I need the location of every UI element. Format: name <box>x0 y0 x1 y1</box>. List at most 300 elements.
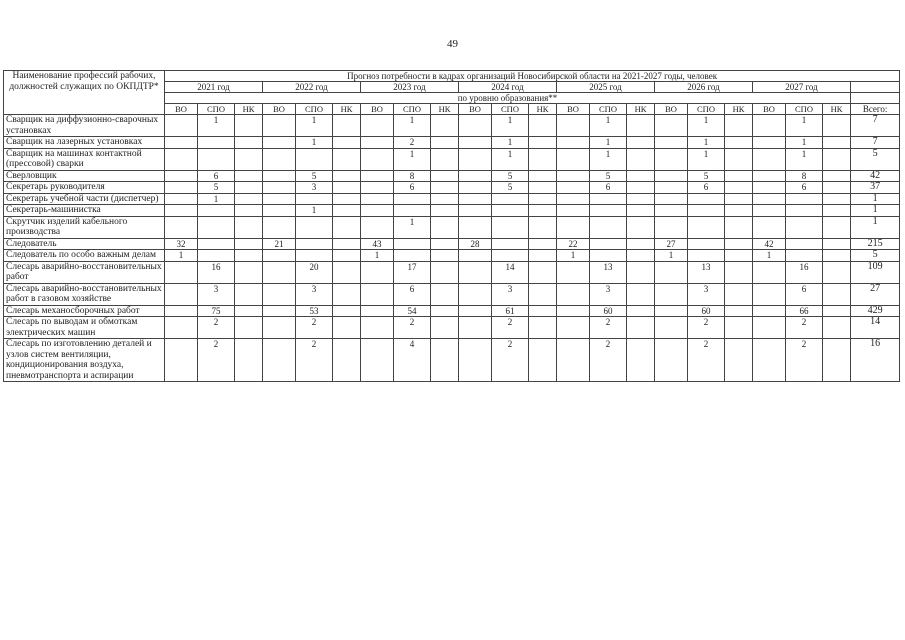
value-cell <box>529 250 557 262</box>
profession-name: Сверловщик <box>4 170 165 182</box>
value-cell <box>333 317 361 339</box>
value-cell: 6 <box>786 283 823 305</box>
value-cell <box>459 170 492 182</box>
education-level-subheader: НК <box>725 104 753 115</box>
profession-name: Секретарь-машинистка <box>4 205 165 217</box>
value-cell <box>296 250 333 262</box>
value-cell <box>753 205 786 217</box>
value-cell: 6 <box>590 182 627 194</box>
value-cell <box>557 170 590 182</box>
value-cell <box>431 137 459 149</box>
value-cell <box>431 115 459 137</box>
value-cell <box>296 148 333 170</box>
value-cell <box>655 193 688 205</box>
value-cell <box>459 148 492 170</box>
year-header: 2023 год <box>361 82 459 93</box>
total-cell: 109 <box>851 261 900 283</box>
value-cell <box>590 193 627 205</box>
value-cell <box>361 305 394 317</box>
value-cell <box>263 115 296 137</box>
value-cell <box>165 205 198 217</box>
value-cell <box>627 170 655 182</box>
value-cell <box>753 115 786 137</box>
total-cell: 16 <box>851 339 900 382</box>
value-cell <box>557 205 590 217</box>
value-cell <box>529 238 557 250</box>
value-cell: 1 <box>492 115 529 137</box>
value-cell <box>786 205 823 217</box>
profession-name: Сварщик на лазерных установках <box>4 137 165 149</box>
table-row <box>4 305 900 317</box>
value-cell <box>165 261 198 283</box>
value-cell <box>557 317 590 339</box>
value-cell <box>263 137 296 149</box>
value-cell <box>627 317 655 339</box>
value-cell: 13 <box>590 261 627 283</box>
page-number: 49 <box>447 38 458 50</box>
value-cell <box>557 148 590 170</box>
value-cell <box>235 182 263 194</box>
value-cell: 1 <box>557 250 590 262</box>
education-level-subheader: ВО <box>557 104 590 115</box>
profession-name: Следователь по особо важным делам <box>4 250 165 262</box>
education-level-subheader: СПО <box>786 104 823 115</box>
blank-header-cell <box>851 82 900 93</box>
value-cell <box>235 170 263 182</box>
total-cell: 215 <box>851 238 900 250</box>
value-cell <box>753 148 786 170</box>
value-cell <box>725 182 753 194</box>
value-cell: 1 <box>753 250 786 262</box>
education-level-subheader: СПО <box>590 104 627 115</box>
value-cell: 1 <box>688 115 725 137</box>
value-cell: 75 <box>198 305 235 317</box>
value-cell: 6 <box>394 283 431 305</box>
value-cell <box>235 283 263 305</box>
table-row <box>4 317 900 339</box>
value-cell: 43 <box>361 238 394 250</box>
value-cell <box>823 137 851 149</box>
value-cell: 60 <box>688 305 725 317</box>
value-cell <box>165 182 198 194</box>
total-cell: 1 <box>851 193 900 205</box>
value-cell <box>394 250 431 262</box>
value-cell <box>492 193 529 205</box>
table-row <box>4 250 900 262</box>
value-cell <box>361 182 394 194</box>
total-cell: 5 <box>851 148 900 170</box>
value-cell: 61 <box>492 305 529 317</box>
value-cell <box>165 115 198 137</box>
value-cell <box>333 238 361 250</box>
value-cell <box>361 205 394 217</box>
education-level-subheader: СПО <box>688 104 725 115</box>
value-cell <box>263 216 296 238</box>
total-cell: 37 <box>851 182 900 194</box>
value-cell: 5 <box>198 182 235 194</box>
value-cell <box>823 250 851 262</box>
value-cell <box>165 170 198 182</box>
value-cell <box>333 148 361 170</box>
value-cell <box>333 193 361 205</box>
value-cell <box>263 182 296 194</box>
value-cell <box>823 283 851 305</box>
value-cell <box>529 216 557 238</box>
value-cell: 5 <box>296 170 333 182</box>
total-cell: 42 <box>851 170 900 182</box>
value-cell <box>753 216 786 238</box>
value-cell: 3 <box>590 283 627 305</box>
year-header: 2024 год <box>459 82 557 93</box>
table-row <box>4 283 900 305</box>
value-cell <box>753 339 786 382</box>
blank-header-cell <box>851 93 900 104</box>
value-cell <box>823 238 851 250</box>
value-cell <box>198 148 235 170</box>
value-cell <box>688 216 725 238</box>
value-cell <box>165 339 198 382</box>
value-cell: 5 <box>688 170 725 182</box>
value-cell: 3 <box>198 283 235 305</box>
value-cell <box>431 148 459 170</box>
value-cell <box>529 305 557 317</box>
table-row <box>4 148 900 170</box>
total-header: Всего: <box>851 104 900 115</box>
value-cell <box>431 238 459 250</box>
value-cell <box>655 339 688 382</box>
value-cell <box>725 250 753 262</box>
value-cell <box>786 193 823 205</box>
value-cell <box>459 193 492 205</box>
value-cell <box>459 339 492 382</box>
value-cell <box>333 216 361 238</box>
education-level-header: по уровню образования** <box>165 93 851 104</box>
value-cell: 2 <box>296 339 333 382</box>
value-cell: 2 <box>296 317 333 339</box>
value-cell <box>361 170 394 182</box>
table-row <box>4 115 900 137</box>
value-cell <box>557 283 590 305</box>
value-cell <box>627 283 655 305</box>
total-cell: 429 <box>851 305 900 317</box>
value-cell <box>753 137 786 149</box>
value-cell <box>394 238 431 250</box>
total-cell: 7 <box>851 115 900 137</box>
value-cell <box>459 137 492 149</box>
value-cell <box>459 261 492 283</box>
value-cell <box>165 193 198 205</box>
value-cell <box>627 216 655 238</box>
value-cell <box>235 137 263 149</box>
value-cell <box>333 137 361 149</box>
value-cell <box>361 193 394 205</box>
value-cell <box>590 205 627 217</box>
value-cell <box>655 137 688 149</box>
total-cell: 5 <box>851 250 900 262</box>
value-cell <box>590 216 627 238</box>
value-cell <box>823 115 851 137</box>
value-cell: 5 <box>492 170 529 182</box>
value-cell: 2 <box>590 339 627 382</box>
value-cell <box>627 238 655 250</box>
value-cell: 1 <box>688 148 725 170</box>
value-cell <box>753 317 786 339</box>
value-cell <box>753 305 786 317</box>
value-cell: 22 <box>557 238 590 250</box>
value-cell: 2 <box>688 317 725 339</box>
value-cell <box>557 261 590 283</box>
value-cell: 1 <box>786 115 823 137</box>
value-cell <box>333 261 361 283</box>
value-cell: 1 <box>655 250 688 262</box>
value-cell: 1 <box>361 250 394 262</box>
value-cell <box>823 205 851 217</box>
total-cell: 14 <box>851 317 900 339</box>
value-cell <box>557 216 590 238</box>
value-cell: 1 <box>394 148 431 170</box>
value-cell <box>235 205 263 217</box>
value-cell <box>235 148 263 170</box>
table-row <box>4 137 900 149</box>
education-level-subheader: ВО <box>165 104 198 115</box>
value-cell <box>529 283 557 305</box>
value-cell <box>459 250 492 262</box>
value-cell: 2 <box>492 317 529 339</box>
value-cell: 16 <box>198 261 235 283</box>
value-cell <box>753 283 786 305</box>
table-row <box>4 261 900 283</box>
value-cell: 3 <box>296 283 333 305</box>
value-cell: 32 <box>165 238 198 250</box>
value-cell <box>361 317 394 339</box>
profession-name: Слесарь по выводам и обмоткам электрических машин <box>4 317 165 339</box>
value-cell: 14 <box>492 261 529 283</box>
header-row-title <box>4 71 900 82</box>
education-level-subheader: НК <box>529 104 557 115</box>
value-cell: 8 <box>786 170 823 182</box>
value-cell <box>263 305 296 317</box>
value-cell: 1 <box>590 148 627 170</box>
total-cell: 1 <box>851 216 900 238</box>
education-level-subheader: НК <box>333 104 361 115</box>
value-cell <box>655 283 688 305</box>
value-cell: 2 <box>590 317 627 339</box>
value-cell <box>557 182 590 194</box>
value-cell <box>165 317 198 339</box>
value-cell: 1 <box>296 115 333 137</box>
value-cell <box>361 339 394 382</box>
value-cell <box>529 115 557 137</box>
value-cell <box>459 182 492 194</box>
value-cell <box>529 137 557 149</box>
value-cell: 6 <box>786 182 823 194</box>
value-cell: 1 <box>394 216 431 238</box>
value-cell <box>655 205 688 217</box>
education-level-subheader: ВО <box>655 104 688 115</box>
value-cell <box>333 339 361 382</box>
value-cell <box>431 339 459 382</box>
education-level-subheader: НК <box>431 104 459 115</box>
value-cell <box>431 170 459 182</box>
value-cell: 6 <box>394 182 431 194</box>
year-header: 2021 год <box>165 82 263 93</box>
value-cell <box>459 216 492 238</box>
value-cell <box>725 148 753 170</box>
value-cell <box>492 250 529 262</box>
value-cell <box>786 250 823 262</box>
year-header: 2026 год <box>655 82 753 93</box>
value-cell <box>627 182 655 194</box>
value-cell <box>263 339 296 382</box>
forecast-table <box>3 70 900 382</box>
value-cell <box>492 238 529 250</box>
value-cell <box>655 261 688 283</box>
value-cell <box>823 182 851 194</box>
value-cell <box>627 137 655 149</box>
value-cell: 21 <box>263 238 296 250</box>
value-cell <box>459 305 492 317</box>
value-cell <box>235 250 263 262</box>
value-cell <box>333 283 361 305</box>
education-level-subheader: ВО <box>263 104 296 115</box>
value-cell <box>296 216 333 238</box>
value-cell <box>165 216 198 238</box>
value-cell <box>296 193 333 205</box>
value-cell: 2 <box>786 317 823 339</box>
value-cell <box>725 317 753 339</box>
value-cell <box>529 193 557 205</box>
value-cell <box>165 283 198 305</box>
value-cell <box>333 170 361 182</box>
value-cell <box>753 193 786 205</box>
value-cell <box>165 137 198 149</box>
value-cell <box>235 115 263 137</box>
value-cell <box>431 193 459 205</box>
value-cell <box>431 205 459 217</box>
value-cell: 6 <box>198 170 235 182</box>
value-cell <box>627 148 655 170</box>
value-cell: 1 <box>296 137 333 149</box>
value-cell <box>725 283 753 305</box>
profession-name: Слесарь механосборочных работ <box>4 305 165 317</box>
value-cell <box>263 261 296 283</box>
value-cell: 1 <box>492 148 529 170</box>
value-cell <box>263 205 296 217</box>
value-cell: 3 <box>492 283 529 305</box>
profession-name: Слесарь аварийно-восстановительных работ в газовом хозяйстве <box>4 283 165 305</box>
value-cell <box>627 193 655 205</box>
value-cell <box>394 193 431 205</box>
education-level-subheader: СПО <box>198 104 235 115</box>
value-cell: 1 <box>590 115 627 137</box>
value-cell <box>823 193 851 205</box>
value-cell <box>431 216 459 238</box>
value-cell <box>753 170 786 182</box>
value-cell: 42 <box>753 238 786 250</box>
value-cell <box>688 238 725 250</box>
value-cell <box>333 250 361 262</box>
value-cell <box>361 137 394 149</box>
value-cell <box>361 261 394 283</box>
education-level-subheader: ВО <box>459 104 492 115</box>
value-cell: 13 <box>688 261 725 283</box>
value-cell <box>459 317 492 339</box>
value-cell: 2 <box>492 339 529 382</box>
value-cell <box>725 339 753 382</box>
value-cell: 3 <box>688 283 725 305</box>
value-cell <box>655 148 688 170</box>
value-cell <box>529 205 557 217</box>
value-cell <box>823 170 851 182</box>
value-cell <box>725 205 753 217</box>
value-cell <box>235 216 263 238</box>
profession-name: Следователь <box>4 238 165 250</box>
value-cell <box>431 305 459 317</box>
value-cell: 4 <box>394 339 431 382</box>
value-cell: 2 <box>198 339 235 382</box>
value-cell <box>333 205 361 217</box>
value-cell: 1 <box>165 250 198 262</box>
value-cell <box>263 193 296 205</box>
education-level-subheader: НК <box>627 104 655 115</box>
total-cell: 7 <box>851 137 900 149</box>
value-cell <box>235 305 263 317</box>
value-cell <box>823 317 851 339</box>
profession-name-header: Наименование профессий рабочих, должностей служащих по ОКПДТР* <box>4 71 165 115</box>
value-cell <box>263 283 296 305</box>
value-cell: 1 <box>296 205 333 217</box>
value-cell: 3 <box>296 182 333 194</box>
value-cell <box>688 193 725 205</box>
value-cell: 17 <box>394 261 431 283</box>
profession-name: Сварщик на машинах контактной (прессовой) сварки <box>4 148 165 170</box>
value-cell <box>557 305 590 317</box>
value-cell <box>655 115 688 137</box>
value-cell <box>235 317 263 339</box>
value-cell <box>198 205 235 217</box>
value-cell <box>557 115 590 137</box>
value-cell <box>627 115 655 137</box>
value-cell <box>263 148 296 170</box>
table-row <box>4 182 900 194</box>
value-cell <box>198 137 235 149</box>
value-cell: 2 <box>688 339 725 382</box>
value-cell <box>165 305 198 317</box>
education-level-subheader: СПО <box>394 104 431 115</box>
value-cell <box>725 216 753 238</box>
value-cell <box>431 317 459 339</box>
value-cell <box>655 182 688 194</box>
profession-name: Секретарь учебной части (диспетчер) <box>4 193 165 205</box>
value-cell <box>333 305 361 317</box>
value-cell <box>725 115 753 137</box>
value-cell <box>557 193 590 205</box>
table-row <box>4 216 900 238</box>
education-level-subheader: НК <box>235 104 263 115</box>
value-cell: 2 <box>786 339 823 382</box>
value-cell <box>459 205 492 217</box>
value-cell: 1 <box>394 115 431 137</box>
value-cell <box>725 193 753 205</box>
value-cell <box>725 261 753 283</box>
value-cell: 2 <box>198 317 235 339</box>
value-cell <box>655 317 688 339</box>
value-cell <box>235 261 263 283</box>
value-cell <box>557 137 590 149</box>
value-cell <box>627 339 655 382</box>
value-cell <box>333 115 361 137</box>
value-cell <box>823 148 851 170</box>
